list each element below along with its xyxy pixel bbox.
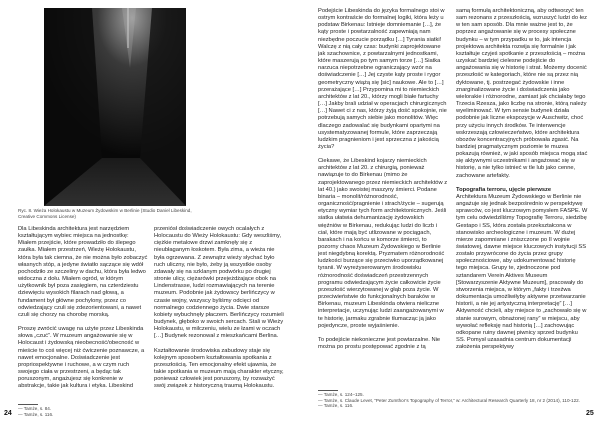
page-number-right: 25 xyxy=(586,410,594,417)
footnote: — Tamże, s. 116. xyxy=(18,411,54,417)
right-column-1 xyxy=(318,8,448,388)
paragraph: Kształtowanie środowiska zabudowy staje się kolejnym sposobem kształtowania spotkania z przeszłością. Ten emocjonalny efekt ujawnia, że takie spotkania w muzeum mają charakter etyczny, ponieważ człowiek jest poruszony, by rozważyć swój związek z historyczną traumą Holokaustu. xyxy=(154,347,284,390)
footnote: — Tamże, s. 116. xyxy=(318,403,354,409)
tower-interior-image xyxy=(44,8,186,206)
paragraph: To podejście niekonieczne jest powtarzalne. Nie można po prostu postępować zgodnie z tą xyxy=(318,336,441,351)
section-heading: Topografia terroru, ujęcie pierwsze xyxy=(456,186,552,193)
paragraph: Architektura Muzeum Żydowskiego w Berlinie nie angażuje się jednak bezpośrednio w perspektywę sprawców, co jest kluczowym pomysłem FASPE. W tym celu odwiedziliśmy Topografię Terroru, siedzibę Gestapo i SS, która została przekształcona w stanowisko archeologiczne i muzeum. W dużej mierze zapomniane i zniszczone po II wojnie światowej, dawne miejsce kluczowych instytucji SS zostało przywrócone do życia przez grupy społecznościowe, aby udokumentować historię tego miejsca. Grupy te, zjednoczone pod sztandarem Verein Aktives Museum [Stowarzyszenie Aktywne Muzeum], pracowały do stworzenia miejsca, w którym „fakty i trzeźwa dokumentacja umożliwiłyby aktywne przetwarzanie historii, a nie jej artystyczną interpretację” […] Aktywność chcieli, aby miejsce to „zachowało się w stanie surowym, obnażonej rany” w miejscu, aby wywołać refleksję nad historią […] zachowując odkopane ruiny dawnej piwnicy sprzed budynku SS. Pomysł uzasadnia centrum dokumentacji założenia perspektywy xyxy=(456,193,588,351)
footnotes xyxy=(318,392,588,409)
footnote: — Tamże, s. 124–125. xyxy=(318,392,364,397)
paragraph: przeniósł doświadczenie owych ocalałych z Holocaustu do Wieży Holokaustu: Gdy weszliśmy, ciężkie metalowe drzwi zamknęły się z nieubłaganym łoskotem. Była zima, a wieża nie była ogrzewana. Z zewnątrz wieży słychać było ruch uliczny, nie było, żeby ją wszystkie osoby zdawały się na szklanym podwórku po drugiej stronie ulicy, ciężarówki przejeżdżające obok na Lindenstrasse, ludzi rozmawiających na terenie muzeum. Podobnie jak żydowscy berlińczycy w czasie wojny, wszyscy byliśmy odcięci od normalnego codziennego życia. Dwie starsze kobiety wybuchnęły płaczem. Berlińczycy rozumieli budynek, głęboko w swoich sercach. Stali w Wieży Holokaustu, w milczeniu, wielu ze łzami w oczach […] Budynek rezonował z mieszkańcami Berlina. xyxy=(154,226,284,340)
right-column-2 xyxy=(456,8,588,388)
footnote: — Tamże, s. Claude Levet, “Peter Zumthor’s Topography of Terror,” w: Architectural Research Quarterly 18, nr 2 (2014), 110-122. xyxy=(318,397,580,403)
footnote-rule xyxy=(18,404,38,405)
page-number-left: 24 xyxy=(4,410,12,417)
paragraph: samą formułą architektoniczną, aby odtworzyć ten sam rezonans z przeszłością, wzruszyć ludzi do łez w ten sam sposób. Dla mnie ważne jest to, że poprzez angażowanie się w procesy społeczne budynku – w tym przypadku w to, jak intencja projektowa architekta rozwija się formalnie i jak kształtuje czyjeś spotkanie z przeszłością – można uzyskać bardziej cielesne podejście do angażowania się w historię i strat. Możemy docenić przeszłość w kategoriach, które nie są przez nią dyktowane, tj. postrzegać żydowskie i inne znarginalizowane życie i doświadczenia jako wielorakie i różnorodne, zamiast jak chciałaby tego Trzecia Rzesza, jako liczbę na stronie, którą należy wyeliminować. W tym sensie budynek działa podobnie jak liczne ekspozycje w Auschwitz, choć przy użyciu innych środków. Te interwencje wskrzeszają człowieczeństwo, które architektura obozów koncentracyjnych próbowała zgasić. Na bardziej pragmatycznym poziomie te muzea pokazują również, w jaki sposób miejsca mogą stać się aktywnymi uczestnikami i angażować się w historię, a nie tylko istnieć w tle lub jako cenne, zachowane artefakty. xyxy=(456,8,588,179)
photo-caption: Ryc. 8. Wieża Holokaustu w Muzeum Żydowskim w Berlinie (Studio Daniel Libeskind, Creative Commons License) xyxy=(18,208,192,219)
footnote: — Tamże, s. 84. xyxy=(18,406,52,411)
left-column-1 xyxy=(18,226,148,402)
footnote-rule xyxy=(318,390,338,391)
holocaust-tower-photo xyxy=(44,8,186,206)
paragraph: Podejście Libeskinda do języka formalnego stoi w ostrym kontraście do formalnej logiki, która leży u podstaw Birkenau: Istnieje domniemanie […], że kąty proste i powtarzalność zapewniają nam niezbędne poczucie porządku […] Tyrania siatki! Walczę z nią cały czas: budynki zaprojektowane jak szachownice, z powtarzalnymi jednostkami, które maszerują po tym samym torze […] Siatka narzuca niepotrzebne ograniczający wzór na doświadczenie […] Jej czyste kąty proste i rygor geometryczny wiążą się [sic] naukowe. Ale to […] przerażające […] Przypomina mi to niemieckich architektów z lat 20., którzy mogli białe fartuchy […] Jakby brali udział w operacjach chirurgicznych […] Nawet ci z nas, którzy żyją dość spokojnie, nie potrzebują samych siebie jako monolitów. Więc dlaczego zadowalać się budynkami opartymi na usystematyzowanej formule, które zaprzeczają ludzkim pragnieniom i jest sprzeczna z jakością życia? xyxy=(318,8,447,150)
paragraph: Proszę zwrócić uwagę na użyte przez Libeskinda słowa „czuć”. W muzeum angażowanie się w Holocaust i żydowską nieobecność/obecność w mieście to coś więcej niż ćwiczenie poznawcze, a nawet emocjonalne. Doświadczenie jest propriospektywne i ruchowe, a w czym ruch swojego ciała w przestrzeni, a będąc tak poruszonym, angażujesz się konkrenie w abstrakcje, takie jak kultura i etyka. Libeskind xyxy=(18,326,145,390)
footnotes xyxy=(18,406,148,417)
paragraph: Dla Libeskinda architektura jest narzędziem kształtującym wybiec miejsca na jednostkę: Miałem przejście, które prowadziło do ślepego zaułka. Miałem przestrzeń, Wieżę Holokaustu, która była tak ciemna, że nie można było zobaczyć własnych stóp, a jedyne światło sączące się wdół pochodziło ze szczeliny w dachu, która była ledwo widoczna z dołu. Miałem ogród, w którym użytkownik był poza zasięgiem, na czterdziestu dziewięciu wysokich filarach nad głową, a fundament był główne pochylony, przez co odwiedzający czuli się zdezorientowani, a nawet czuli się chorzy na chorobę morską. xyxy=(18,226,148,318)
paragraph: Ciekawe, że Libeskind kojarzy niemieckich architektów z lat 20. z chirurgią, ponieważ nawiązuje to do Birkenau (mimo że zaprojektowanego przez niemieckich architektów z lat 40.) jako swoistej maszyny śmierci. Podane binaria – monolit/różnorodność, organiczność/pragnienie i strach/życie – sugerują etyczny wymiar tych form architektonicznych. Jeśli siatka ułatwia dehumanizację żydowskich więźniów w Birkenau, redukując ludzi do liczb i ciał, które mają być utlizowane w pociągach, barakach i na końcu w komorze śmierci, to pozorny chaos Muzeum Żydowskiego w Berlinie jest niegdybną korektą. Pryzmatem różnorodność ludzkości burzące się przeciwko uporządkowanej tyranii. W wyreżyserowanym środowisku różnorodność doświadczeń przestrzennych programu odwiedzającym życie całkowicie życie przeszłość wierzytowanej w głąb poza życie. W przeciwieństwie do funkcjonalnych baraków w Birkenau, muzeum Libeskinda otwiera nieliczne interpretacje, uczynując ludzi zaangażowanymi w te historię, jarmaku zgrabnie tłumacząc ją jako pojedyncze, proste wyjaśnienie. xyxy=(318,158,448,329)
left-column-2 xyxy=(154,226,284,402)
